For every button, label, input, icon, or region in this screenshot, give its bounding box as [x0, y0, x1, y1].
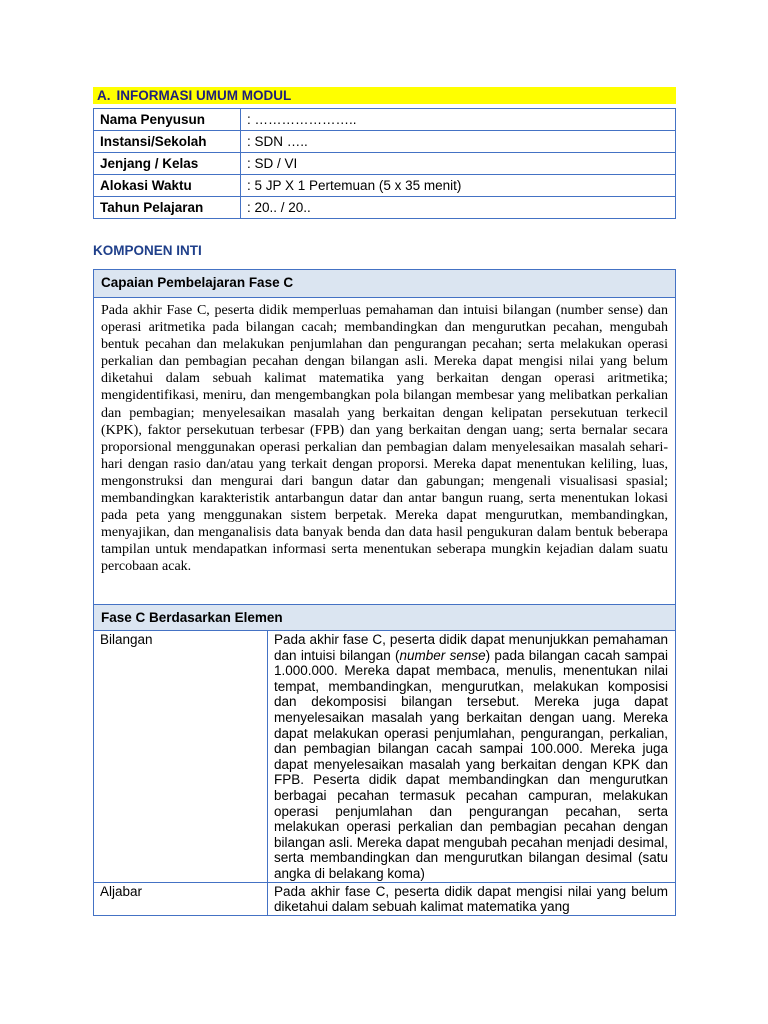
info-row: [94, 153, 676, 175]
element-description: [268, 631, 676, 883]
capaian-header: Capaian Pembelajaran Fase C: [94, 270, 675, 298]
desc-part: Pada akhir fase C, peserta didik dapat menunjukkan pemahaman dan intuisi bilangan (: [274, 632, 668, 663]
page-bottom-margin: [93, 924, 683, 1024]
capaian-text: Pada akhir Fase C, peserta didik memperluas pemahaman dan intuisi bilangan (number sense) dan operasi aritmetika pada bilangan cacah; membandingkan dan mengurutkan pecahan, mengubah bentuk pecahan dan melakukan penjumlahan dan pengurangan pecahan; serta melakukan operasi perkalian dan pembagian pecahan dengan bilangan asli. Mereka dapat mengisi nilai yang belum diketahui dalam sebuah kalimat matematika yang berkaitan dengan operasi aritmetika; mengidentifikasi, meniru, dan mengembangkan pola bilangan membesar yang melibatkan perkalian dan pembagian; menyelesaikan masalah yang berkaitan dengan kelipatan persekutuan terkecil (KPK), faktor persekutuan terbesar (FPB) dan yang berkaitan dengan uang; serta bernalar secara proporsional menggunakan operasi perkalian dan pembagian dalam menyelesaikan masalah sehari-hari dengan rasio dan/atau yang terkait dengan proporsi. Mereka dapat menentukan keliling, luas, mengonstruksi dan mengurai dari bangun datar dan gabungan; mengenali visualisasi spasial; membandingkan karakteristik antarbangun datar dan antar bangun ruang, serta menentukan lokasi pada peta yang menggunakan sistem berpetak. Mereka dapat mengurutkan, membandingkan, menyajikan, dan menganalisis data banyak benda dan data hasil pengukuran dalam bentuk beberapa tampilan untuk mendapatkan informasi serta menentukan seberapa mungkin kejadian dalam suatu percobaan acak.: [101, 303, 668, 575]
info-row: [94, 175, 676, 197]
section-number: A.: [97, 88, 111, 103]
info-value: : …………………..: [241, 109, 676, 131]
capaian-box: [93, 269, 676, 605]
info-label: Jenjang / Kelas: [94, 153, 241, 175]
element-name: Bilangan: [94, 631, 268, 883]
komponen-inti-heading: KOMPONEN INTI: [93, 243, 202, 258]
info-value: : SDN …..: [241, 131, 676, 153]
info-value: : 5 JP X 1 Pertemuan (5 x 35 menit): [241, 175, 676, 197]
info-value: : SD / VI: [241, 153, 676, 175]
element-description: Pada akhir fase C, peserta didik dapat mengisi nilai yang belum diketahui dalam sebuah kalimat matematika yang: [268, 882, 676, 915]
info-row: [94, 197, 676, 219]
info-table: [93, 108, 676, 219]
table-row: [94, 882, 676, 915]
element-name: Aljabar: [94, 882, 268, 915]
info-label: Nama Penyusun: [94, 109, 241, 131]
section-a-heading: [93, 87, 676, 104]
table-row: [94, 631, 676, 883]
fase-elemen-header: Fase C Berdasarkan Elemen: [94, 605, 676, 631]
desc-part: ) pada bilangan cacah sampai 1.000.000. Mereka dapat membaca, menulis, menentukan nilai tempat, membandingkan, mengurutkan, melakukan komposisi dan dekomposisi bilangan tersebut. Mereka juga dapat menyelesaikan masalah yang berkaitan dengan uang. Mereka dapat melakukan operasi penjumlahan, pengurangan, perkalian, dan pembagian bilangan cacah sampai 100.000. Mereka juga dapat menyelesaikan masalah yang berkaitan dengan KPK dan FPB. Peserta didik dapat membandingkan dan mengurutkan berbagai pecahan termasuk pecahan campuran, melakukan operasi penjumlahan dan pengurangan pecahan, serta melakukan operasi perkalian dan pembagian pecahan dengan bilangan asli. Mereka dapat mengubah pecahan menjadi desimal, serta membandingkan dan mengurutkan bilangan desimal (satu angka di belakang koma): [274, 647, 668, 881]
section-title: INFORMASI UMUM MODUL: [116, 88, 292, 103]
info-value: : 20.. / 20..: [241, 197, 676, 219]
info-label: Alokasi Waktu: [94, 175, 241, 197]
desc-emphasis: number sense: [399, 647, 486, 663]
info-label: Tahun Pelajaran: [94, 197, 241, 219]
info-label: Instansi/Sekolah: [94, 131, 241, 153]
fase-elemen-table: [93, 604, 676, 916]
info-row: [94, 109, 676, 131]
info-row: [94, 131, 676, 153]
